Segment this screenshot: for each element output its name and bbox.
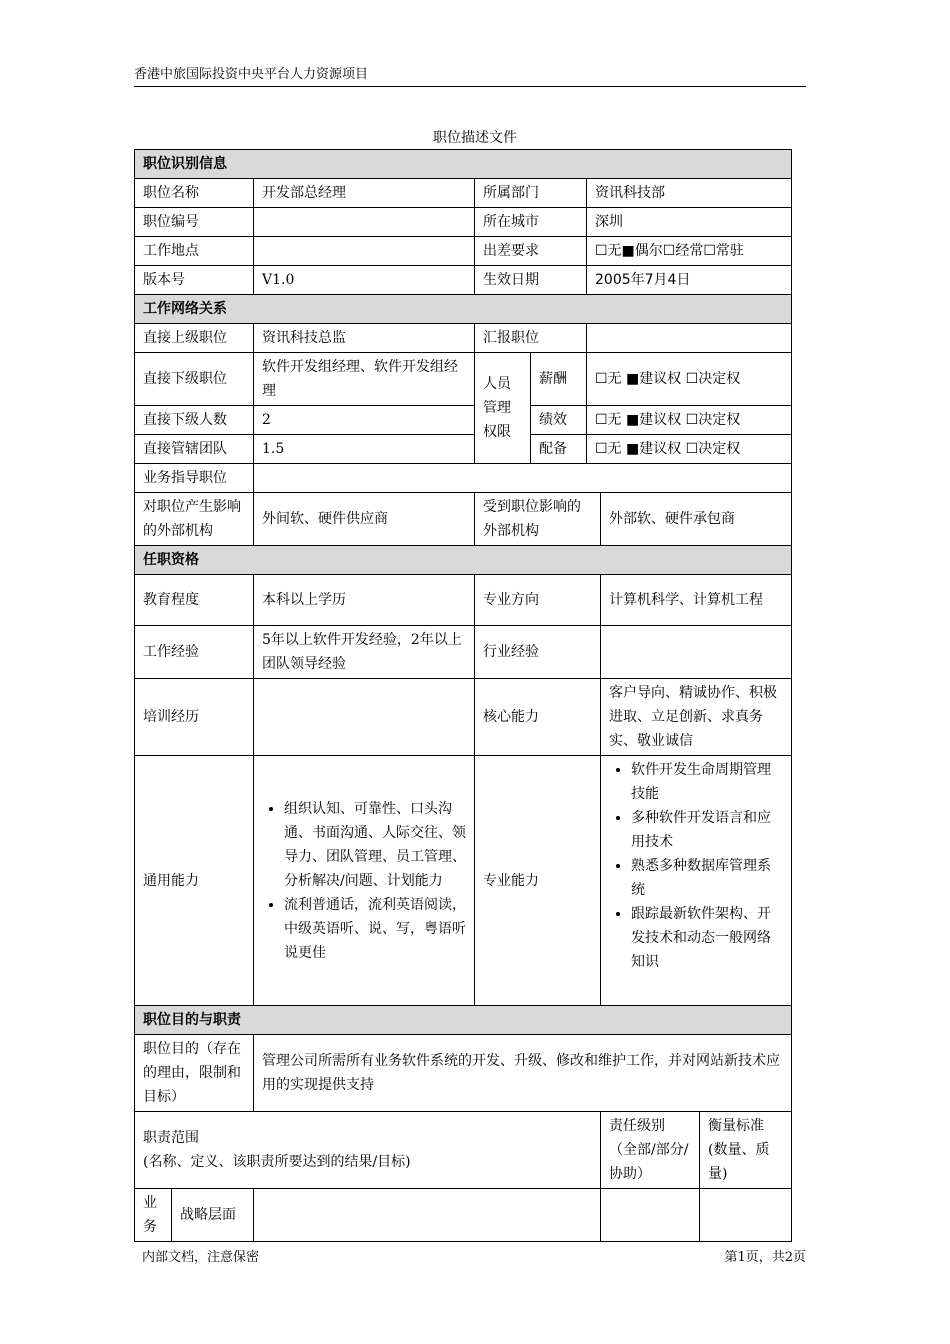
team-value: 1.5 bbox=[254, 435, 475, 464]
city-value: 深圳 bbox=[587, 208, 792, 237]
section-network: 工作网络关系 bbox=[135, 295, 792, 324]
sub-count-value: 2 bbox=[254, 406, 475, 435]
guidance-label: 业务指导职位 bbox=[135, 464, 254, 493]
subordinate-value: 软件开发组经理、软件开发组经理 bbox=[254, 353, 475, 406]
list-item: • 多种软件开发语言和应用技术 bbox=[631, 806, 783, 854]
team-label: 直接管辖团队 bbox=[135, 435, 254, 464]
footer-confidential: 内部文档，注意保密 bbox=[142, 1250, 260, 1265]
staffing-authority: ☐无 ■建议权 ☐决定权 bbox=[587, 435, 792, 464]
sub-count-label: 直接下级人数 bbox=[135, 406, 254, 435]
version-value: V1.0 bbox=[254, 266, 475, 295]
industry-value bbox=[601, 626, 792, 679]
guidance-value bbox=[254, 464, 792, 493]
list-item: • 软件开发生命周期管理技能 bbox=[631, 758, 783, 806]
list-item: • 跟踪最新软件架构、开发技术和动态一般网络知识 bbox=[631, 902, 783, 974]
superior-label: 直接上级职位 bbox=[135, 324, 254, 353]
salary-label: 薪酬 bbox=[531, 353, 587, 406]
strategy-level bbox=[601, 1189, 700, 1242]
core-competency-value: 客户导向、精诚协作、积极进取、立足创新、求真务实、敬业诚信 bbox=[601, 679, 792, 756]
general-ability-label: 通用能力 bbox=[135, 756, 254, 1006]
external-affected-value: 外间软、硬件供应商 bbox=[254, 493, 475, 546]
list-item: • 熟悉多种数据库管理系统 bbox=[631, 854, 783, 902]
measure-header: 衡量标准(数量、质量) bbox=[700, 1112, 792, 1189]
purpose-label: 职位目的（存在的理由，限制和目标） bbox=[135, 1035, 254, 1112]
footer-page-number: 第1页，共2页 bbox=[724, 1250, 806, 1265]
city-label: 所在城市 bbox=[475, 208, 587, 237]
strategy-measure bbox=[700, 1189, 792, 1242]
training-value bbox=[254, 679, 475, 756]
section-purpose: 职位目的与职责 bbox=[135, 1006, 792, 1035]
performance-label: 绩效 bbox=[531, 406, 587, 435]
travel-label: 出差要求 bbox=[475, 237, 587, 266]
major-value: 计算机科学、计算机工程 bbox=[601, 575, 792, 626]
professional-ability-list bbox=[609, 758, 783, 974]
position-no-value bbox=[254, 208, 475, 237]
department-label: 所属部门 bbox=[475, 179, 587, 208]
general-ability-list bbox=[262, 797, 466, 965]
list-item: • 组织认知、可靠性、口头沟通、书面沟通、人际交往、领导力、团队管理、员工管理、分析解决/问题、计划能力 bbox=[284, 797, 466, 893]
professional-ability-label: 专业能力 bbox=[475, 756, 601, 1006]
section-qualification: 任职资格 bbox=[135, 546, 792, 575]
subordinate-label: 直接下级职位 bbox=[135, 353, 254, 406]
major-label: 专业方向 bbox=[475, 575, 601, 626]
education-value: 本科以上学历 bbox=[254, 575, 475, 626]
purpose-value: 管理公司所需所有业务软件系统的开发、升级、修改和维护工作，并对网站新技术应用的实现提供支持 bbox=[254, 1035, 792, 1112]
salary-authority: ☐无 ■建议权 ☐决定权 bbox=[587, 353, 792, 406]
staffing-label: 配备 bbox=[531, 435, 587, 464]
strategy-content bbox=[254, 1189, 601, 1242]
report-label: 汇报职位 bbox=[475, 324, 587, 353]
external-affected-label: 对职位产生影响的外部机构 bbox=[135, 493, 254, 546]
scope-header bbox=[135, 1112, 601, 1189]
education-label: 教育程度 bbox=[135, 575, 254, 626]
version-label: 版本号 bbox=[135, 266, 254, 295]
effective-date-label: 生效日期 bbox=[475, 266, 587, 295]
position-name-label: 职位名称 bbox=[135, 179, 254, 208]
experience-value: 5年以上软件开发经验，2年以上团队领导经验 bbox=[254, 626, 475, 679]
performance-authority: ☐无 ■建议权 ☐决定权 bbox=[587, 406, 792, 435]
job-description-table bbox=[134, 149, 792, 1242]
industry-label: 行业经验 bbox=[475, 626, 601, 679]
document-title: 职位描述文件 bbox=[433, 130, 517, 146]
training-label: 培训经历 bbox=[135, 679, 254, 756]
experience-label: 工作经验 bbox=[135, 626, 254, 679]
position-name-value: 开发部总经理 bbox=[254, 179, 475, 208]
position-no-label: 职位编号 bbox=[135, 208, 254, 237]
location-label: 工作地点 bbox=[135, 237, 254, 266]
department-value: 资讯科技部 bbox=[587, 179, 792, 208]
professional-ability-value bbox=[601, 756, 792, 1006]
business-label: 业务 bbox=[135, 1189, 172, 1242]
external-affecting-value: 外部软、硬件承包商 bbox=[601, 493, 792, 546]
scope-sublabel: (名称、定义、该职责所要达到的结果/目标) bbox=[143, 1154, 411, 1170]
external-affecting-label: 受到职位影响的外部机构 bbox=[475, 493, 601, 546]
report-value bbox=[587, 324, 792, 353]
superior-value: 资讯科技总监 bbox=[254, 324, 475, 353]
effective-date-value: 2005年7月4日 bbox=[587, 266, 792, 295]
list-item: • 流利普通话，流利英语阅读，中级英语听、说、写，粤语听说更佳 bbox=[284, 893, 466, 965]
section-identity: 职位识别信息 bbox=[135, 150, 792, 179]
strategy-label: 战略层面 bbox=[172, 1189, 254, 1242]
page-header: 香港中旅国际投资中央平台人力资源项目 bbox=[134, 66, 806, 87]
responsibility-level-header: 责任级别（全部/部分/协助） bbox=[601, 1112, 700, 1189]
core-competency-label: 核心能力 bbox=[475, 679, 601, 756]
scope-label: 职责范围 bbox=[143, 1130, 199, 1146]
location-value bbox=[254, 237, 475, 266]
general-ability-value bbox=[254, 756, 475, 1006]
authority-label: 人员管理权限 bbox=[475, 353, 531, 464]
travel-value: ☐无■偶尔☐经常☐常驻 bbox=[587, 237, 792, 266]
